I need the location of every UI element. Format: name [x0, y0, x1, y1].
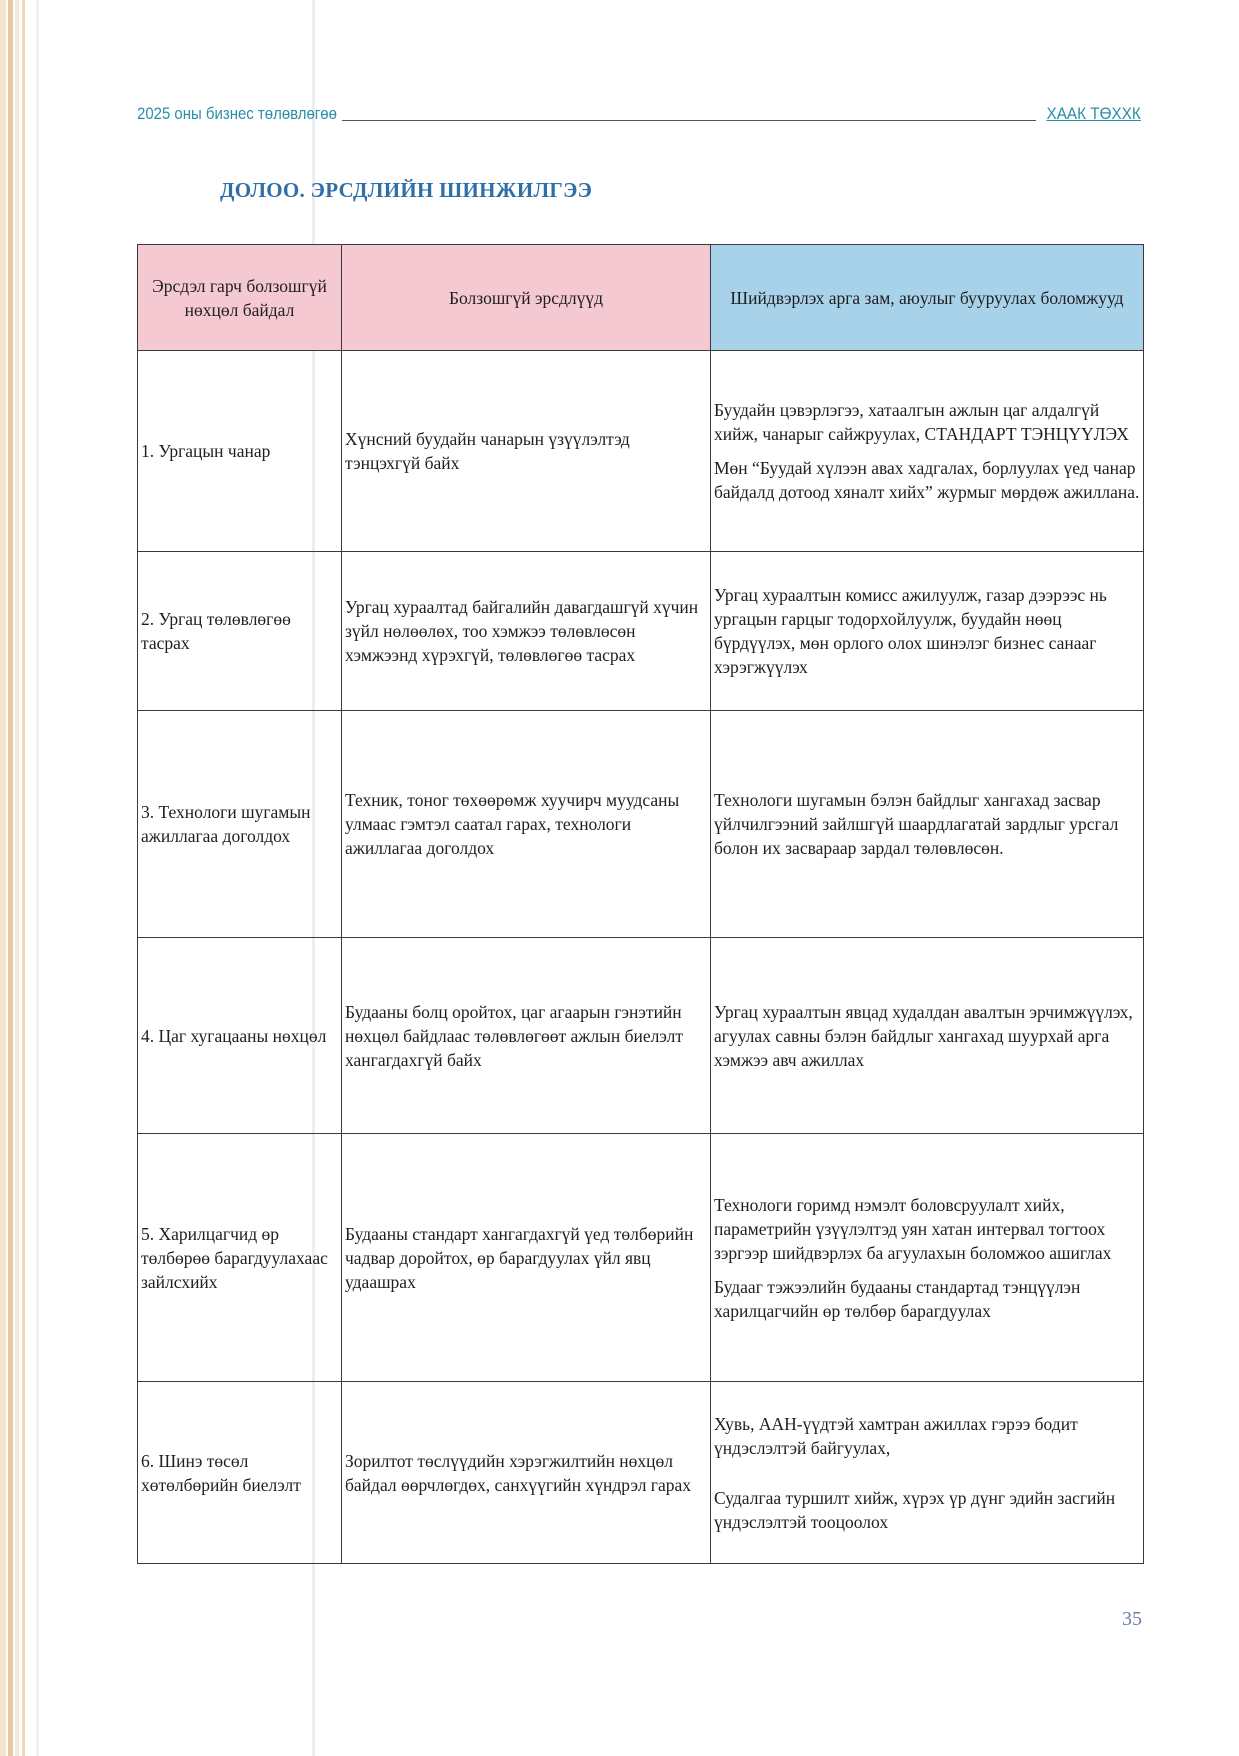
cell-risk: Хүнсний буудайн чанарын үзүүлэлтэд тэнцэхгүй байх [342, 351, 711, 552]
page-edge-stripes [0, 0, 60, 1756]
header-document-title: 2025 оны бизнес төлөвлөгөө [137, 104, 337, 123]
cell-mitigation [711, 711, 1144, 938]
column-header-risks: Болзошгүй эрсдлүүд [342, 245, 711, 351]
mitigation-paragraph: Судалгаа туршилт хийж, хүрэх үр дүнг эдийн засгийн үндэслэлтэй тооцоолох [714, 1487, 1116, 1532]
mitigation-paragraph: Будааг тэжээлийн будааны стандартад тэнцүүлэн харилцагчийн өр төлбөр барагдуулах [714, 1276, 1081, 1321]
cell-condition: 5. Харилцагчид өр төлбөрөө барагдуулахаас зайлсхийх [138, 1134, 342, 1382]
cell-risk: Зорилтот төслүүдийн хэрэгжилтийн нөхцөл байдал өөрчлөгдөх, санхүүгийн хүндрэл гарах [342, 1382, 711, 1564]
cell-condition: 4. Цаг хугацааны нөхцөл [138, 938, 342, 1134]
column-header-condition: Эрсдэл гарч болзошгүй нөхцөл байдал [138, 245, 342, 351]
cell-mitigation [711, 1134, 1144, 1382]
mitigation-paragraph: Хувь, ААН-үүдтэй хамтран ажиллах гэрээ бодит үндэслэлтэй байгуулах, [714, 1413, 1078, 1458]
cell-risk: Будааны болц оройтох, цаг агаарын гэнэтийн нөхцөл байдлаас төлөвлөгөөт ажлын биелэлт хангагдахгүй байх [342, 938, 711, 1134]
cell-mitigation [711, 1382, 1144, 1564]
running-header [137, 100, 1141, 124]
table-row [138, 351, 1144, 552]
mitigation-paragraph: Технологи шугамын бэлэн байдлыг хангахад засвар үйлчилгээний зайлшгүй шаардлагатай зардлыг урсгал болон их засвараар зардал төлөвлөсөн. [714, 790, 1119, 858]
column-header-mitigation: Шийдвэрлэх арга зам, аюулыг бууруулах боломжууд [711, 245, 1144, 351]
mitigation-paragraph: Ургац хураалтын явцад худалдан авалтын эрчимжүүлэх, агуулах савны бэлэн байдлыг хангахад шуурхай арга хэмжээ авч ажиллах [714, 1001, 1133, 1070]
header-company-name: ХААК ТӨХХК [1046, 104, 1141, 123]
cell-condition: 2. Ургац төлөвлөгөө тасрах [138, 552, 342, 711]
cell-condition: 3. Технологи шугамын ажиллагаа доголдох [138, 711, 342, 938]
cell-mitigation [711, 938, 1144, 1134]
cell-risk: Будааны стандарт хангагдахгүй үед төлбөрийн чадвар доройтох, өр барагдуулах үйл явц удаашрах [342, 1134, 711, 1382]
cell-risk: Ургац хураалтад байгалийн давагдашгүй хүчин зүйл нөлөөлөх, тоо хэмжээ төлөвлөсөн хэмжээнд хүрэхгүй, төлөвлөгөө тасрах [342, 552, 711, 711]
cell-mitigation [711, 552, 1144, 711]
risk-analysis-table [137, 244, 1144, 1564]
section-title: ДОЛОО. ЭРСДЛИЙН ШИНЖИЛГЭЭ [220, 178, 593, 202]
cell-risk: Техник, тоног төхөөрөмж хуучирч муудсаны улмаас гэмтэл саатал гарах, технологи ажиллагаа доголдох [342, 711, 711, 938]
mitigation-paragraph: Технологи горимд нэмэлт боловсруулалт хийх, параметрийн үзүүлэлтэд уян хатан интервал тогтоох зэргээр шийдвэрлэх ба агуулахын боломжоо ашиглах [714, 1194, 1112, 1263]
mitigation-paragraph: Ургац хураалтын комисс ажилуулж, газар дээрээс нь ургацын гарцыг тодорхойлуулж, буудайн нөөц бүрдүүлэх, мөн орлого олох шинэлэг бизнес санааг хэрэгжүүлэх [714, 585, 1107, 677]
table-row [138, 711, 1144, 938]
table-header-row [138, 245, 1144, 351]
mitigation-paragraph: Мөн “Буудай хүлээн авах хадгалах, борлуулах үед чанар байдалд дотоод хяналт хийх” журмыг мөрдөж ажиллана. [714, 458, 1140, 502]
cell-mitigation [711, 351, 1144, 552]
table-row [138, 938, 1144, 1134]
cell-condition: 1. Ургацын чанар [138, 351, 342, 552]
table-row [138, 1134, 1144, 1382]
cell-condition: 6. Шинэ төсөл хөтөлбөрийн биелэлт [138, 1382, 342, 1564]
table-row [138, 1382, 1144, 1564]
page-number: 35 [1122, 1608, 1142, 1630]
table-row [138, 552, 1144, 711]
mitigation-paragraph: Буудайн цэвэрлэгээ, хатаалгын ажлын цаг алдалгүй хийж, чанарыг сайжруулах, СТАНДАРТ ТЭНЦҮҮЛЭХ [714, 400, 1129, 444]
header-rule [342, 119, 1036, 121]
